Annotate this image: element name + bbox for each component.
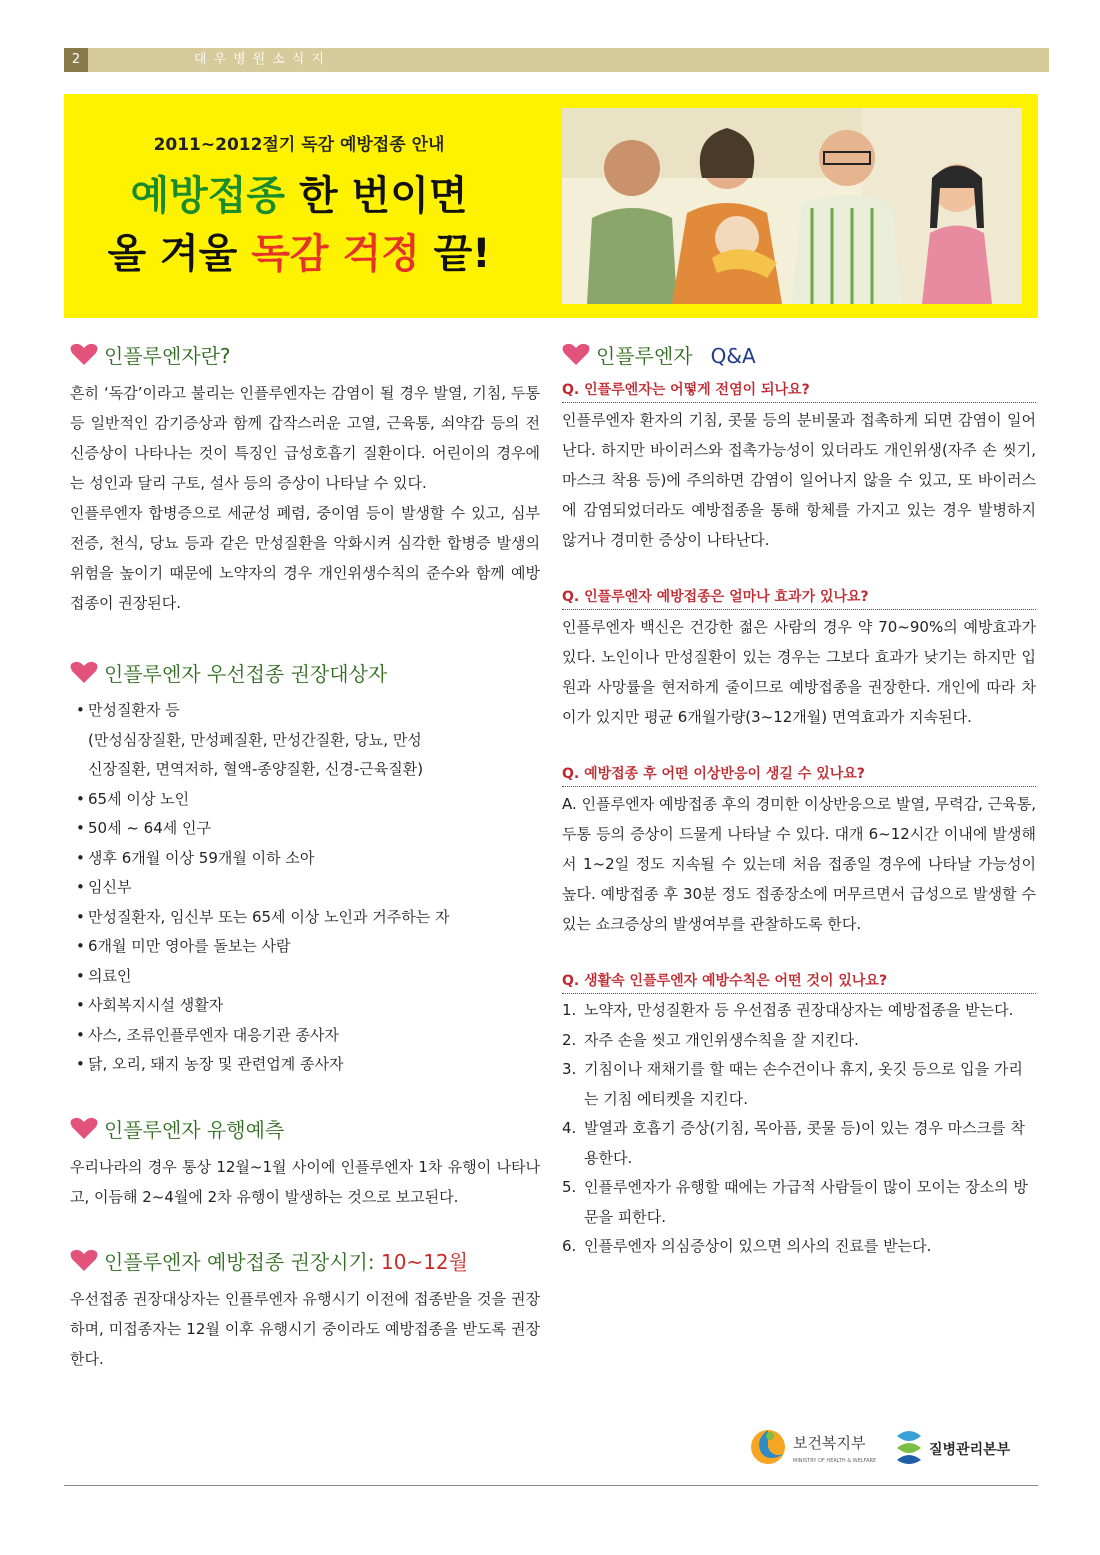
- banner-headline-red: 독감 걱정: [251, 231, 420, 277]
- svg-text:보건복지부: 보건복지부: [793, 1434, 866, 1452]
- kcdc-logo: [893, 1422, 1038, 1472]
- qa-label: Q&A: [710, 344, 756, 368]
- list-item: 3. 기침이나 재채기를 할 때는 손수건이나 휴지, 옷깃 등으로 입을 가리는 기침 에티켓을 지킨다.: [562, 1060, 1023, 1108]
- banner-headline-2: [64, 222, 534, 279]
- page-number: 2: [64, 48, 88, 72]
- section-title: 인플루엔자 우선접종 권장대상자: [104, 662, 388, 686]
- question-3: Q. 예방접종 후 어떤 이상반응이 생길 수 있나요?: [562, 762, 1036, 787]
- question-1: Q. 인플루엔자는 어떻게 전염이 되나요?: [562, 378, 1036, 403]
- ministry-logo: [748, 1422, 888, 1472]
- timing-title: 인플루엔자 예방접종 권장시기:: [104, 1249, 381, 1274]
- question-2: Q. 인플루엔자 예방접종은 얼마나 효과가 있나요?: [562, 585, 1036, 610]
- list-item: • 6개월 미만 영아를 돌보는 사람: [76, 932, 540, 962]
- section-heading-influenza: [70, 334, 540, 374]
- influenza-description: 흔히 ‘독감’이라고 불리는 인플루엔자는 감염이 될 경우 발열, 기침, 두통 등 일반적인 감기증상과 함께 갑작스러운 고열, 근육통, 쇠약감 등의 전신증상이 나타나는 것이 특징인 급성호흡기 질환이다. 어린이의 경우에는 성인과 달리 구토, 설사 등의 증상이 나타날 수 있다.: [70, 384, 540, 492]
- list-item: 신장질환, 면역저하, 혈액-종양질환, 신경-근육질환): [88, 760, 424, 778]
- banner: [64, 94, 1038, 318]
- section-title: [104, 1246, 468, 1275]
- list-item: 2. 자주 손을 씻고 개인위생수칙을 잘 지킨다.: [562, 1030, 859, 1049]
- answer-1: 인플루엔자 환자의 기침, 콧물 등의 분비물과 접촉하게 되면 감염이 일어난다. 하지만 바이러스와 접촉가능성이 있더라도 개인위생(자주 손 씻기, 마스크 착용 등)에 주의하면 감염이 일어나지 않을 수 있고, 또 바이러스에 감염되었더라도 예방접종을 통해 항체를 가지고 있는 경우 발병하지 않거나 경미한 증상이 나타난다.: [562, 411, 1036, 549]
- timing-text: 우선접종 권장대상자는 인플루엔자 유행시기 이전에 접종받을 것을 권장하며, 미접종자는 12월 이후 유행시기 중이라도 예방접종을 받도록 권장한다.: [70, 1289, 540, 1368]
- svg-text:질병관리본부: 질병관리본부: [929, 1442, 1011, 1458]
- section-title: 인플루엔자란?: [104, 344, 231, 368]
- footer-logos: [748, 1422, 1038, 1472]
- section-heading-priority: [70, 652, 540, 692]
- heart-icon: [562, 342, 590, 366]
- list-item: 5. 인플루엔자가 유행할 때에는 가급적 사람들이 많이 모이는 장소의 방문을 피한다.: [562, 1178, 1028, 1226]
- section-title: [596, 340, 756, 369]
- banner-headline-rest: 한 번이면: [285, 173, 468, 219]
- newsletter-name: 대우병원소식지: [194, 52, 331, 67]
- list-item: • 임신부: [76, 873, 540, 903]
- section-heading-timing: [70, 1240, 540, 1280]
- list-item: 6. 인플루엔자 의심증상이 있으면 의사의 진료를 받는다.: [562, 1237, 932, 1255]
- heart-icon: [70, 1116, 98, 1140]
- answer-2: 인플루엔자 백신은 건강한 젊은 사람의 경우 약 70~90%의 예방효과가 있다. 노인이나 만성질환이 있는 경우는 그보다 효과가 낮기는 하지만 입원과 사망률을 현저하게 줄이므로 예방접종을 권장한다. 개인에 따라 차이가 있지만 평균 6개월가량(3~12개월) 면역효과가 지속된다.: [562, 618, 1036, 726]
- heart-icon: [70, 1248, 98, 1272]
- banner-headline-1: [64, 164, 534, 221]
- section-heading-forecast: [70, 1108, 540, 1148]
- list-item: • 65세 이상 노인: [76, 785, 540, 815]
- question-4: Q. 생활속 인플루엔자 예방수칙은 어떤 것이 있나요?: [562, 969, 1036, 994]
- list-item: • 생후 6개월 이상 59개월 이하 소아: [76, 844, 540, 874]
- list-item: • 사회복지시설 생활자: [76, 991, 540, 1021]
- list-item: (만성심장질환, 만성폐질환, 만성간질환, 당뇨, 만성: [88, 730, 422, 749]
- footer-divider: [64, 1485, 1038, 1486]
- priority-list: [70, 696, 540, 1080]
- list-item: 1. 노약자, 만성질환자 등 우선접종 권장대상자는 예방접종을 받는다.: [562, 1001, 1014, 1019]
- influenza-complications: 인플루엔자 합병증으로 세균성 폐렴, 중이염 등이 발생할 수 있고, 심부전증, 천식, 당뇨 등과 같은 만성질환을 악화시켜 심각한 합병증 발생의 위험을 높이기 때문에 노약자의 경우 개인위생수칙의 준수와 함께 예방접종이 권장된다.: [70, 504, 540, 612]
- banner-headline-start: 올 겨울: [107, 231, 252, 277]
- section-title: 인플루엔자 유행예측: [104, 1117, 285, 1142]
- section-heading-qa: [562, 334, 1036, 374]
- family-illustration: [562, 108, 1022, 304]
- right-column: [562, 334, 1036, 1262]
- forecast-text: 우리나라의 경우 통상 12월~1월 사이에 인플루엔자 1차 유행이 나타나고, 이듬해 2~4월에 2차 유행이 발생하는 것으로 보고된다.: [70, 1157, 540, 1206]
- list-item: • 50세 ~ 64세 인구: [76, 814, 540, 844]
- svg-text:MINISTRY OF HEALTH & WELFARE: MINISTRY OF HEALTH & WELFARE: [793, 1458, 877, 1464]
- list-item: • 닭, 오리, 돼지 농장 및 관련업계 종사자: [76, 1050, 540, 1080]
- heart-icon: [70, 342, 98, 366]
- banner-headline-green: 예방접종: [130, 173, 286, 219]
- answer-3: A. 인플루엔자 예방접종 후의 경미한 이상반응으로 발열, 무력감, 근육통, 두통 등의 증상이 드물게 나타날 수 있다. 대개 6~12시간 이내에 발생해서 1~2일 정도 지속될 수 있는데 처음 접종일 경우에 나타날 가능성이 높다. 예방접종 후 30분 정도 접종장소에 머무르면서 급성으로 발생할 수 있는 쇼크증상의 발생여부를 관찰하도록 한다.: [562, 795, 1036, 933]
- prevention-rules: [562, 996, 1036, 1262]
- banner-subtitle: 2011~2012절기 독감 예방접종 안내: [153, 135, 445, 155]
- heart-icon: [70, 660, 98, 684]
- list-item: • 의료인: [76, 962, 540, 992]
- banner-headline-end: 끝!: [419, 231, 491, 277]
- qa-title: 인플루엔자: [596, 344, 693, 368]
- list-item: • 사스, 조류인플루엔자 대응기관 종사자: [76, 1021, 540, 1051]
- list-item: • 만성질환자 등: [76, 696, 540, 726]
- list-item: 4. 발열과 호흡기 증상(기침, 목아픔, 콧물 등)이 있는 경우 마스크를 착용한다.: [562, 1119, 1025, 1167]
- list-item: • 만성질환자, 임신부 또는 65세 이상 노인과 거주하는 자: [76, 903, 540, 933]
- header-bar: [64, 48, 1049, 72]
- left-column: [70, 334, 540, 1374]
- timing-months: 10~12월: [380, 1249, 468, 1274]
